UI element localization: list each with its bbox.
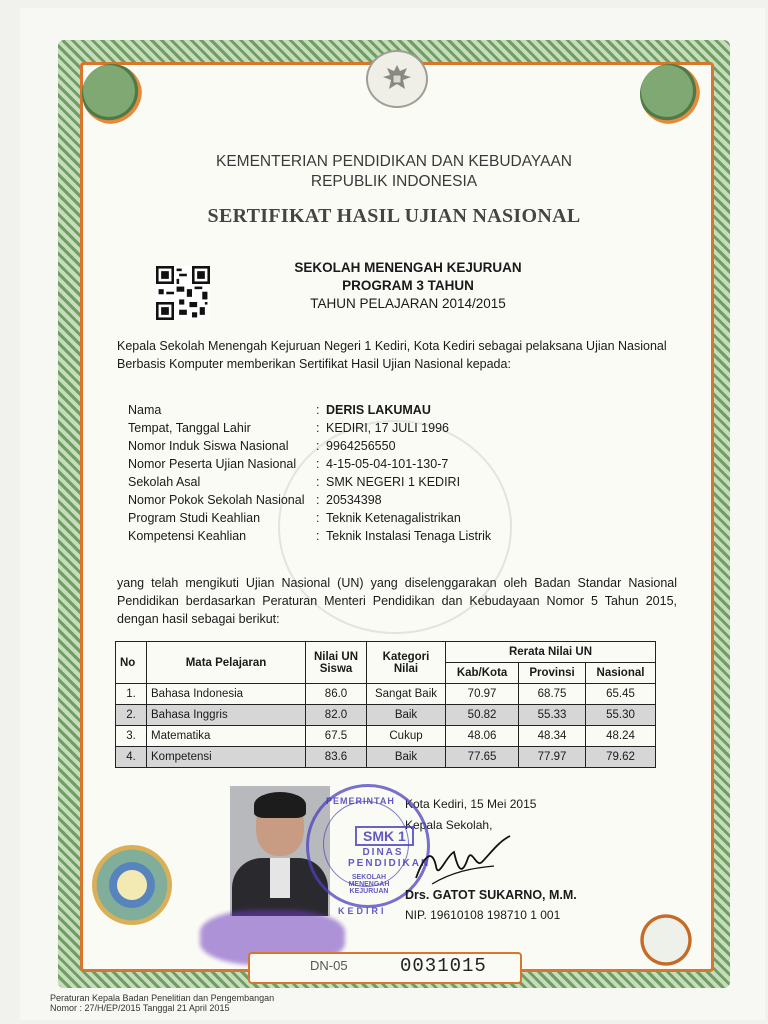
cell-kab: 50.82: [446, 705, 519, 726]
cell-category: Baik: [367, 705, 446, 726]
certificate-title: SERTIFIKAT HASIL UJIAN NASIONAL: [207, 205, 581, 227]
cell-score: 83.6: [306, 747, 367, 768]
cell-kab: 48.06: [446, 726, 519, 747]
identity-value: Teknik Ketenagalistrikan: [326, 511, 461, 525]
col-header-subject: Mata Pelajaran: [147, 642, 306, 684]
footnote: [50, 993, 274, 1013]
ministry-heading: KEMENTERIAN PENDIDIKAN DAN KEBUDAYAAN: [216, 153, 572, 170]
col-header-no: No: [116, 642, 147, 684]
col-header-kab: Kab/Kota: [446, 663, 519, 684]
cell-prov: 77.97: [519, 747, 586, 768]
cell-category: Cukup: [367, 726, 446, 747]
signer-name: Drs. GATOT SUKARNO, M.M.: [405, 888, 577, 902]
table-row: [116, 684, 656, 705]
identity-row: [128, 419, 688, 437]
cell-no: 1.: [116, 684, 147, 705]
identity-row: [128, 437, 688, 455]
colon: :: [316, 403, 320, 417]
school-type: SEKOLAH MENENGAH KEJURUAN: [294, 260, 522, 275]
identity-label: Tempat, Tanggal Lahir: [128, 421, 251, 435]
identity-label: Program Studi Keahlian: [128, 511, 261, 525]
stamp-bottom-text: KEDIRI: [338, 906, 387, 916]
col-header-prov: Provinsi: [519, 663, 586, 684]
cell-kab: 70.97: [446, 684, 519, 705]
identity-row: [128, 527, 688, 545]
identity-row: [128, 401, 688, 419]
cell-prov: 68.75: [519, 684, 586, 705]
cell-subject: Kompetensi: [147, 747, 306, 768]
colon: :: [316, 475, 320, 489]
col-header-score: Nilai UN Siswa: [306, 642, 367, 684]
identity-label: Sekolah Asal: [128, 475, 201, 489]
qr-code-icon: [156, 266, 210, 320]
signer-nip: NIP. 19610108 198710 1 001: [405, 908, 561, 922]
col-header-nat: Nasional: [585, 663, 655, 684]
cell-subject: Bahasa Inggris: [147, 705, 306, 726]
photo-shirt: [270, 858, 290, 898]
table-header-row: [116, 642, 656, 663]
identity-row: [128, 455, 688, 473]
identity-value: Teknik Instalasi Tenaga Listrik: [326, 529, 492, 543]
identity-label: Nomor Peserta Ujian Nasional: [128, 457, 297, 471]
corner-ornament-top-left: [82, 64, 142, 124]
identity-value: 20534398: [326, 493, 382, 507]
cell-category: Baik: [367, 747, 446, 768]
cell-nat: 55.30: [585, 705, 655, 726]
identity-label: Kompetensi Keahlian: [128, 529, 247, 543]
cell-nat: 48.24: [585, 726, 655, 747]
signer-position: Kepala Sekolah,: [405, 818, 493, 832]
footnote-line-1: Peraturan Kepala Badan Penelitian dan Pengembangan: [50, 993, 275, 1003]
colon: :: [316, 493, 320, 507]
stamp-dinas-text: DINAS PENDIDIKAN: [348, 847, 431, 869]
stamp-top-text: PEMERINTAH: [326, 796, 395, 806]
corner-ornament-top-right: [640, 64, 700, 124]
table-row: [116, 705, 656, 726]
identity-row: [128, 491, 688, 509]
place-date: Kota Kediri, 15 Mei 2015: [405, 797, 537, 811]
cell-subject: Matematika: [147, 726, 306, 747]
identity-value: 4-15-05-04-101-130-7: [326, 457, 449, 471]
identity-value: KEDIRI, 17 JULI 1996: [326, 421, 449, 435]
intro-paragraph: Kepala Sekolah Menengah Kejuruan Negeri 1 Kediri, Kota Kediri sebagai pelaksana Ujian Nasional Berbasis Komputer memberikan Sertifikat Hasil Ujian Nasional kepada:: [117, 339, 667, 371]
footnote-line-2: Nomor : 27/H/EP/2015 Tanggal 21 April 2015: [50, 1003, 230, 1013]
identity-row: [128, 473, 688, 491]
cell-kab: 77.65: [446, 747, 519, 768]
table-row: [116, 726, 656, 747]
score-table: [115, 641, 656, 768]
cell-score: 67.5: [306, 726, 367, 747]
col-header-category: Kategori Nilai: [367, 642, 446, 684]
stamp-smk-text: SMK 1: [355, 826, 414, 846]
stamp-small-text: SEKOLAH MENENGAH KEJURUAN: [348, 874, 390, 895]
cell-subject: Bahasa Indonesia: [147, 684, 306, 705]
corner-ornament-bottom-right: [636, 910, 696, 970]
colon: :: [316, 511, 320, 525]
seal-emblem-icon: [92, 845, 172, 925]
school-year: TAHUN PELAJARAN 2014/2015: [310, 296, 506, 311]
exam-description: yang telah mengikuti Ujian Nasional (UN) yang diselenggarakan oleh Badan Standar Nasional Pendidikan berdasarkan Peraturan Menteri Pendidikan dan Kebudayaan Nomor 5 Tahun 2015, dengan hasil sebagai berikut:: [117, 576, 677, 626]
identity-list: [128, 401, 688, 545]
cell-prov: 48.34: [519, 726, 586, 747]
identity-label: Nomor Induk Siswa Nasional: [128, 439, 289, 453]
cell-score: 86.0: [306, 684, 367, 705]
handwritten-signature: [402, 826, 522, 896]
col-header-average: Rerata Nilai UN: [446, 642, 656, 663]
identity-value: SMK NEGERI 1 KEDIRI: [326, 475, 461, 489]
photo-hair: [254, 792, 306, 818]
identity-value: DERIS LAKUMAU: [326, 403, 431, 417]
identity-label: Nomor Pokok Sekolah Nasional: [128, 493, 305, 507]
colon: :: [316, 421, 320, 435]
cell-prov: 55.33: [519, 705, 586, 726]
program-duration: PROGRAM 3 TAHUN: [342, 278, 474, 293]
table-row: [116, 747, 656, 768]
cell-no: 3.: [116, 726, 147, 747]
colon: :: [316, 457, 320, 471]
cell-no: 2.: [116, 705, 147, 726]
cell-no: 4.: [116, 747, 147, 768]
identity-row: [128, 509, 688, 527]
colon: :: [316, 439, 320, 453]
colon: :: [316, 529, 320, 543]
garuda-emblem-icon: [366, 50, 428, 108]
serial-prefix: DN-05: [310, 958, 348, 973]
cell-category: Sangat Baik: [367, 684, 446, 705]
country-heading: REPUBLIK INDONESIA: [310, 173, 478, 190]
cell-nat: 65.45: [585, 684, 655, 705]
identity-value: 9964256550: [326, 439, 396, 453]
serial-number: 0031015: [400, 955, 487, 977]
cell-score: 82.0: [306, 705, 367, 726]
cell-nat: 79.62: [585, 747, 655, 768]
identity-label: Nama: [128, 403, 162, 417]
